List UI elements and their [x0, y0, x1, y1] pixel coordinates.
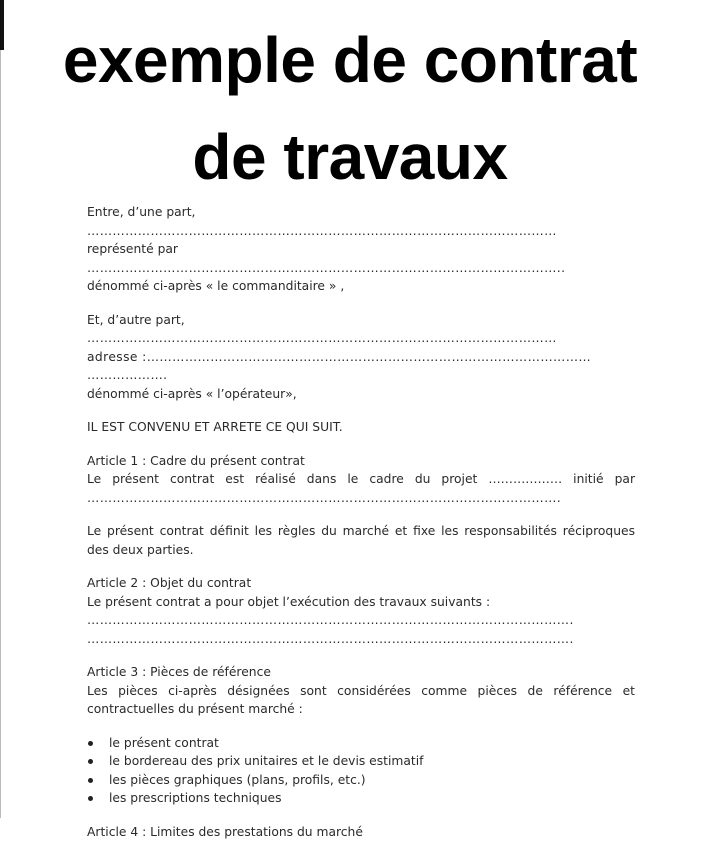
article2-heading: Article 2 : Objet du contrat — [87, 574, 635, 593]
party1-intro: Entre, d’une part, — [87, 203, 635, 222]
article2-blank-1: ……………………………………………………………………………………………………. — [87, 611, 635, 630]
party2-name-blank: ………………………………………………………………………………………………… — [87, 329, 635, 348]
list-item: les prescriptions techniques — [87, 789, 635, 808]
party1-name-blank: ………………………………………………………………………………………………… — [87, 222, 635, 241]
list-item: le bordereau des prix unitaires et le devis estimatif — [87, 752, 635, 771]
article1-line: Le présent contrat est réalisé dans le cadre du projet ……………… initié par — [87, 470, 635, 489]
article1-blank: …………………………………………………………………………………………………. — [87, 489, 635, 508]
agreement-statement: IL EST CONVENU ET ARRETE CE QUI SUIT. — [87, 418, 635, 437]
page-title-line-1: exemple de contrat — [0, 28, 700, 92]
party2-named: dénommé ci-après « l’opérateur», — [87, 385, 635, 404]
article1-heading: Article 1 : Cadre du présent contrat — [87, 452, 635, 471]
reference-documents-list — [87, 734, 635, 808]
list-item: les pièces graphiques (plans, profils, etc.) — [87, 771, 635, 790]
article3-paragraph: Les pièces ci-après désignées sont considérées comme pièces de référence et contractuelles du présent marché : — [87, 682, 635, 719]
contract-document — [87, 203, 635, 841]
page-title-line-2: de travaux — [0, 125, 700, 189]
party1-named: dénommé ci-après « le commanditaire » , — [87, 277, 635, 296]
party2-intro: Et, d’autre part, — [87, 311, 635, 330]
list-item: le présent contrat — [87, 734, 635, 753]
party1-represented: représenté par — [87, 240, 635, 259]
party2-address: adresse :…………………………………………………………………………………………… — [87, 348, 635, 367]
party2-address-blank: ………………. — [87, 366, 635, 385]
article3-heading: Article 3 : Pièces de référence — [87, 663, 635, 682]
article2-blank-2: ……………………………………………………………………………………………………. — [87, 630, 635, 649]
article4-heading: Article 4 : Limites des prestations du marché — [87, 823, 635, 841]
party1-rep-blank: ………………………………………………………………………………………………….. — [87, 259, 635, 278]
article2-line: Le présent contrat a pour objet l’exécution des travaux suivants : — [87, 593, 635, 612]
article1-paragraph: Le présent contrat définit les règles du marché et fixe les responsabilités réciproques des deux parties. — [87, 522, 635, 559]
